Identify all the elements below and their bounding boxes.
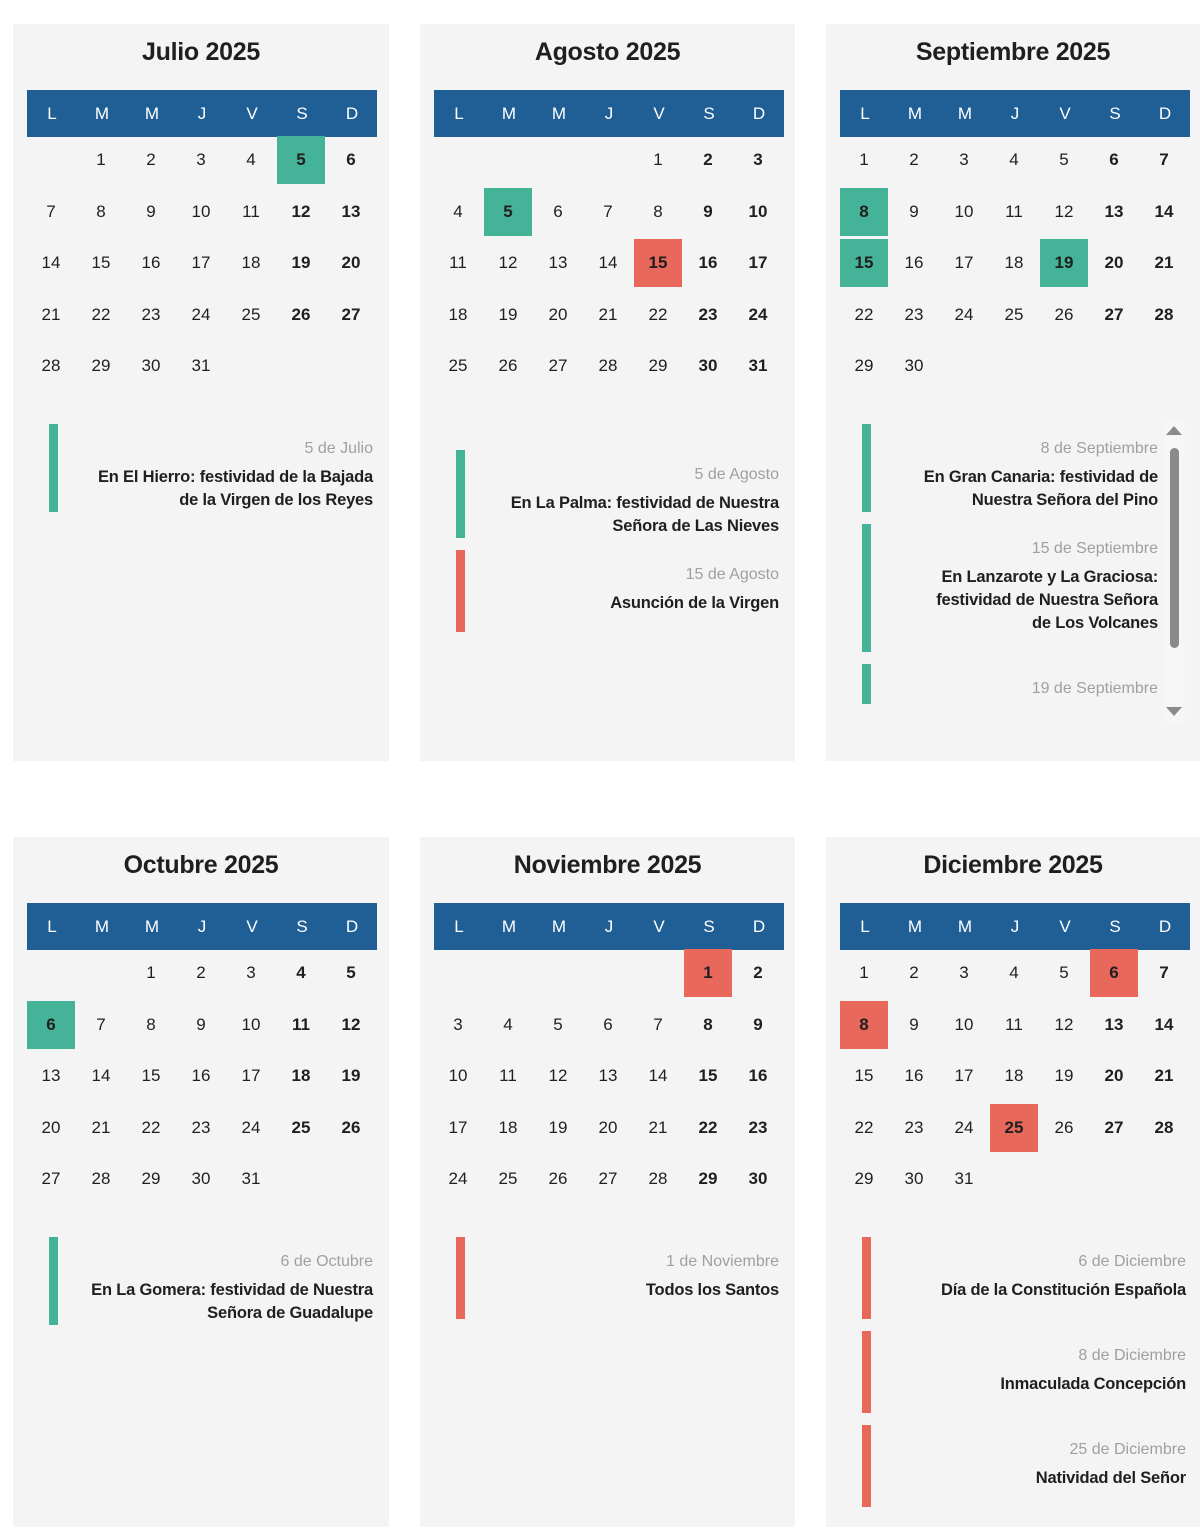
calendar-day[interactable]: 27 xyxy=(341,304,361,324)
event-name: En La Palma: festividad de Nuestra Señora de Las Nieves xyxy=(510,494,779,535)
calendar-day[interactable]: 26 xyxy=(498,356,518,375)
holiday-event xyxy=(420,450,795,538)
calendar-day[interactable]: 15 xyxy=(91,253,111,272)
calendar-day[interactable]: 22 xyxy=(854,1117,874,1137)
weekday-label: D xyxy=(752,917,766,936)
calendar-day[interactable]: 21 xyxy=(598,304,618,324)
calendar-day[interactable]: 15 xyxy=(141,1066,161,1085)
calendar-day[interactable]: 9 xyxy=(146,201,156,221)
calendar-day[interactable]: 29 xyxy=(854,356,874,375)
scroll-down-arrow-icon[interactable] xyxy=(1166,707,1182,716)
weekday-label: V xyxy=(246,917,258,936)
calendar-day[interactable]: 9 xyxy=(909,1014,919,1034)
calendar-day[interactable]: 20 xyxy=(1104,253,1124,272)
calendar-day[interactable]: 21 xyxy=(91,1117,111,1137)
calendar-day[interactable]: 27 xyxy=(1104,304,1124,324)
month-card-agosto xyxy=(420,24,795,761)
event-color-bar xyxy=(456,450,465,538)
calendar-day[interactable]: 7 xyxy=(46,201,56,221)
event-name: En Gran Canaria: festividad de Nuestra Señora del Pino xyxy=(923,468,1158,509)
calendar-day[interactable]: 17 xyxy=(191,253,211,272)
month-card-noviembre xyxy=(420,837,795,1527)
calendar-day[interactable]: 28 xyxy=(1154,304,1174,324)
calendar-day[interactable]: 12 xyxy=(1054,1014,1074,1034)
event-color-bar xyxy=(862,1331,871,1413)
calendar-day[interactable]: 3 xyxy=(959,963,969,982)
weekday-header xyxy=(434,903,784,950)
weekday-label: V xyxy=(653,104,665,123)
calendar-day[interactable]: 30 xyxy=(191,1169,211,1188)
calendar-day[interactable]: 18 xyxy=(448,304,468,324)
calendar-day[interactable]: 10 xyxy=(448,1066,468,1085)
event-name: Asunción de la Virgen xyxy=(610,594,779,612)
calendar-day[interactable]: 22 xyxy=(698,1117,718,1137)
weekday-label: L xyxy=(454,917,464,936)
calendar-day[interactable]: 20 xyxy=(1104,1066,1124,1085)
calendar-day[interactable]: 16 xyxy=(904,253,924,272)
calendar-day[interactable]: 30 xyxy=(904,356,924,375)
weekday-header xyxy=(27,90,377,137)
calendar-day[interactable]: 19 xyxy=(548,1117,568,1137)
weekday-label: V xyxy=(1059,104,1071,123)
calendar-day[interactable]: 29 xyxy=(698,1169,718,1188)
calendar-day[interactable]: 5 xyxy=(346,963,356,982)
weekday-label: M xyxy=(94,104,110,123)
holiday-event xyxy=(13,424,389,512)
event-color-bar xyxy=(456,1237,465,1319)
calendar-day[interactable]: 11 xyxy=(449,253,467,272)
calendar-day[interactable]: 20 xyxy=(41,1117,61,1137)
weekday-label: D xyxy=(1158,917,1172,936)
event-color-bar xyxy=(862,424,871,512)
calendar-day[interactable]: 13 xyxy=(341,201,361,221)
calendar-day[interactable]: 5 xyxy=(553,1014,563,1034)
weekday-label: D xyxy=(752,104,766,123)
calendar-day[interactable]: 20 xyxy=(341,253,361,272)
calendar-day[interactable]: 16 xyxy=(748,1066,768,1085)
calendar-day[interactable]: 30 xyxy=(904,1169,924,1188)
month-title: Septiembre 2025 xyxy=(915,38,1111,66)
calendar-day[interactable]: 18 xyxy=(291,1066,311,1085)
event-color-bar xyxy=(862,1425,871,1507)
weekday-label: M xyxy=(144,917,160,936)
event-name: Todos los Santos xyxy=(645,1281,779,1299)
weekday-label: L xyxy=(47,104,57,123)
event-color-bar xyxy=(49,1237,58,1325)
weekday-label: S xyxy=(703,104,715,123)
event-name: En La Gomera: festividad de Nuestra Señora de Guadalupe xyxy=(91,1281,373,1322)
calendar-day-holiday[interactable]: 8 xyxy=(840,1001,888,1049)
calendar-day[interactable]: 15 xyxy=(698,1066,718,1085)
calendar-day[interactable]: 27 xyxy=(41,1169,61,1188)
holiday-event xyxy=(826,1425,1200,1507)
calendar-day[interactable]: 23 xyxy=(698,304,718,324)
calendar-day[interactable]: 21 xyxy=(648,1117,668,1137)
calendar-day[interactable]: 29 xyxy=(91,356,111,375)
weekday-header xyxy=(27,903,377,950)
calendar-day[interactable]: 6 xyxy=(1109,150,1119,169)
event-date: 25 de Diciembre xyxy=(1069,1441,1186,1458)
event-name: En Lanzarote y La Graciosa: festividad de Nuestra Señora de Los Volcanes xyxy=(936,568,1158,632)
calendar-day[interactable]: 28 xyxy=(41,356,61,375)
calendar-day[interactable]: 14 xyxy=(1154,1014,1174,1034)
weekday-label: V xyxy=(246,104,258,123)
calendar-day[interactable]: 7 xyxy=(1159,963,1169,982)
calendar-day[interactable]: 8 xyxy=(146,1014,156,1034)
calendar-day[interactable]: 30 xyxy=(748,1169,768,1188)
holiday-event xyxy=(826,1331,1200,1413)
calendar-day[interactable]: 9 xyxy=(909,201,919,221)
calendar-day[interactable]: 21 xyxy=(41,304,61,324)
event-color-bar xyxy=(862,1237,871,1319)
calendar-day[interactable]: 2 xyxy=(703,150,713,169)
calendar-day[interactable]: 28 xyxy=(91,1169,111,1188)
calendar-day[interactable]: 2 xyxy=(909,150,919,169)
calendar-day[interactable]: 10 xyxy=(748,201,768,221)
calendar-day[interactable]: 9 xyxy=(703,201,713,221)
calendar-day[interactable]: 12 xyxy=(341,1014,361,1034)
calendar-day[interactable]: 24 xyxy=(241,1117,261,1137)
calendar-day[interactable]: 26 xyxy=(1054,304,1074,324)
calendar-day[interactable]: 12 xyxy=(291,201,311,221)
calendar-day[interactable]: 5 xyxy=(1059,150,1069,169)
calendar-day[interactable]: 11 xyxy=(242,201,260,221)
calendar-day[interactable]: 24 xyxy=(448,1169,468,1188)
event-date: 8 de Diciembre xyxy=(1078,1347,1186,1364)
weekday-label: S xyxy=(296,104,308,123)
calendar-day[interactable]: 29 xyxy=(648,356,668,375)
calendar-day[interactable]: 26 xyxy=(1054,1117,1074,1137)
calendar-day[interactable]: 8 xyxy=(653,201,663,221)
weekday-label: S xyxy=(296,917,308,936)
calendar-day-holiday[interactable]: 6 xyxy=(1090,949,1138,997)
calendar-day[interactable]: 27 xyxy=(598,1169,618,1188)
calendar-day[interactable]: 31 xyxy=(954,1169,974,1188)
month-card-octubre xyxy=(13,837,389,1527)
calendar-day[interactable]: 18 xyxy=(498,1117,518,1137)
month-title: Julio 2025 xyxy=(142,38,260,66)
weekday-label: L xyxy=(860,917,870,936)
calendar-day[interactable]: 11 xyxy=(499,1066,517,1085)
weekday-label: D xyxy=(345,917,359,936)
calendar-day[interactable]: 3 xyxy=(959,150,969,169)
weekday-label: S xyxy=(703,917,715,936)
scrollbar-thumb[interactable] xyxy=(1170,448,1179,648)
weekday-label: D xyxy=(345,104,359,123)
holiday-event-list xyxy=(420,1237,795,1517)
calendar-day[interactable]: 30 xyxy=(141,356,161,375)
calendar-day-holiday[interactable]: 8 xyxy=(840,188,888,236)
weekday-label: M xyxy=(907,917,923,936)
calendar-day[interactable]: 19 xyxy=(341,1066,361,1085)
calendar-day[interactable]: 22 xyxy=(854,304,874,324)
calendar-day[interactable]: 27 xyxy=(548,356,568,375)
calendar-day[interactable]: 24 xyxy=(191,304,211,324)
calendar-day[interactable]: 12 xyxy=(1054,201,1074,221)
calendar-day[interactable]: 7 xyxy=(653,1014,663,1034)
event-date: 19 de Septiembre xyxy=(1031,680,1158,697)
calendar-day[interactable]: 14 xyxy=(1154,201,1174,221)
calendar-day[interactable]: 25 xyxy=(291,1117,311,1137)
calendar-day[interactable]: 10 xyxy=(191,201,211,221)
calendar-day[interactable]: 21 xyxy=(1154,1066,1174,1085)
holiday-event-list xyxy=(420,424,795,751)
calendar-day[interactable]: 16 xyxy=(904,1066,924,1085)
weekday-label: J xyxy=(1010,917,1020,936)
holiday-event xyxy=(826,664,1200,704)
event-date: 5 de Agosto xyxy=(694,466,779,483)
weekday-label: L xyxy=(860,104,870,123)
calendar-day-holiday[interactable]: 15 xyxy=(840,239,888,287)
weekday-label: J xyxy=(197,917,207,936)
holiday-event-list[interactable] xyxy=(826,424,1200,723)
calendar-day[interactable]: 17 xyxy=(241,1066,261,1085)
calendar-day[interactable]: 3 xyxy=(196,150,206,169)
month-card-diciembre xyxy=(826,837,1200,1527)
calendar-day[interactable]: 15 xyxy=(854,1066,874,1085)
weekday-label: J xyxy=(604,104,614,123)
calendar-day-holiday[interactable]: 6 xyxy=(27,1001,75,1049)
holiday-event-list xyxy=(13,1237,389,1517)
weekday-label: M xyxy=(907,104,923,123)
holiday-event xyxy=(826,524,1200,652)
calendar-day[interactable]: 30 xyxy=(698,356,718,375)
event-date: 15 de Agosto xyxy=(685,566,779,583)
calendar-day[interactable]: 1 xyxy=(653,150,663,169)
event-date: 6 de Diciembre xyxy=(1078,1253,1186,1270)
event-date: 6 de Octubre xyxy=(280,1253,373,1270)
calendar-day[interactable]: 4 xyxy=(503,1014,513,1034)
holiday-event xyxy=(13,1237,389,1325)
weekday-label: L xyxy=(454,104,464,123)
month-title: Agosto 2025 xyxy=(534,38,681,66)
calendar-day[interactable]: 4 xyxy=(1009,150,1019,169)
weekday-label: M xyxy=(957,104,973,123)
month-title: Noviembre 2025 xyxy=(513,851,702,879)
event-date: 1 de Noviembre xyxy=(666,1253,779,1270)
calendar-day[interactable]: 10 xyxy=(241,1014,261,1034)
calendar-day[interactable]: 31 xyxy=(748,356,768,375)
scroll-up-arrow-icon[interactable] xyxy=(1166,426,1182,435)
calendar-day[interactable]: 2 xyxy=(753,963,763,982)
calendar-day[interactable]: 16 xyxy=(191,1066,211,1085)
calendar-day[interactable]: 20 xyxy=(548,304,568,324)
calendar-day[interactable]: 12 xyxy=(548,1066,568,1085)
month-title: Octubre 2025 xyxy=(123,851,279,879)
event-name: Inmaculada Concepción xyxy=(1000,1375,1186,1393)
weekday-label: M xyxy=(957,917,973,936)
calendar-day[interactable]: 31 xyxy=(191,356,211,375)
calendar-day[interactable]: 6 xyxy=(603,1014,613,1034)
weekday-label: D xyxy=(1158,104,1172,123)
holiday-event-list xyxy=(13,424,389,751)
weekday-label: M xyxy=(501,917,517,936)
weekday-label: J xyxy=(1010,104,1020,123)
weekday-header xyxy=(840,90,1190,137)
calendar-day[interactable]: 25 xyxy=(498,1169,518,1188)
calendar-day[interactable]: 25 xyxy=(1004,304,1024,324)
calendar-day[interactable]: 19 xyxy=(1054,1066,1074,1085)
calendar-day[interactable]: 27 xyxy=(1104,1117,1124,1137)
calendar-day[interactable]: 1 xyxy=(146,963,156,982)
scrollbar[interactable] xyxy=(1163,420,1185,722)
holiday-event xyxy=(420,1237,795,1319)
calendar-day[interactable]: 3 xyxy=(753,150,763,169)
calendar-day[interactable]: 8 xyxy=(96,201,106,221)
calendar-day[interactable]: 23 xyxy=(904,304,924,324)
calendar-day[interactable]: 14 xyxy=(41,253,61,272)
calendar-day[interactable]: 28 xyxy=(598,356,618,375)
weekday-label: M xyxy=(94,917,110,936)
calendar-day[interactable]: 6 xyxy=(346,150,356,169)
event-color-bar xyxy=(862,664,871,704)
event-date: 15 de Septiembre xyxy=(1031,540,1158,557)
calendar-day[interactable]: 9 xyxy=(196,1014,206,1034)
calendar-day[interactable]: 23 xyxy=(748,1117,768,1137)
calendar-day[interactable]: 17 xyxy=(448,1117,468,1137)
calendar-day[interactable]: 6 xyxy=(553,201,563,221)
calendar-day[interactable]: 11 xyxy=(292,1014,310,1034)
event-name: Día de la Constitución Española xyxy=(940,1281,1186,1299)
calendar-day[interactable]: 29 xyxy=(854,1169,874,1188)
calendar-day[interactable]: 26 xyxy=(291,304,311,324)
calendar-day[interactable]: 24 xyxy=(954,304,974,324)
holiday-event xyxy=(826,424,1200,512)
calendar-day[interactable]: 4 xyxy=(246,150,256,169)
calendar-day[interactable]: 3 xyxy=(246,963,256,982)
weekday-label: J xyxy=(197,104,207,123)
calendar-day[interactable]: 18 xyxy=(1004,1066,1024,1085)
calendar-day[interactable]: 2 xyxy=(196,963,206,982)
event-color-bar xyxy=(862,524,871,652)
calendar-day[interactable]: 13 xyxy=(1104,1014,1124,1034)
calendar-day[interactable]: 7 xyxy=(1159,150,1169,169)
weekday-label: S xyxy=(1109,917,1121,936)
calendar-day[interactable]: 13 xyxy=(548,253,568,272)
calendar-day[interactable]: 16 xyxy=(698,253,718,272)
calendar-day[interactable]: 23 xyxy=(141,304,161,324)
calendar-day[interactable]: 23 xyxy=(191,1117,211,1137)
month-title: Diciembre 2025 xyxy=(923,851,1103,879)
calendar-day[interactable]: 25 xyxy=(241,304,261,324)
calendar-day[interactable]: 19 xyxy=(498,304,518,324)
calendar-day[interactable]: 25 xyxy=(448,356,468,375)
month-card-julio xyxy=(13,24,389,761)
calendar-day-holiday[interactable]: 15 xyxy=(634,239,682,287)
weekday-label: M xyxy=(551,104,567,123)
calendar-day[interactable]: 26 xyxy=(341,1117,361,1137)
calendar-day[interactable]: 22 xyxy=(141,1117,161,1137)
weekday-label: V xyxy=(1059,917,1071,936)
calendar-day[interactable]: 23 xyxy=(904,1117,924,1137)
calendar-day[interactable]: 24 xyxy=(954,1117,974,1137)
event-color-bar xyxy=(456,550,465,632)
event-date: 5 de Julio xyxy=(304,440,373,457)
weekday-label: M xyxy=(501,104,517,123)
calendar-day[interactable]: 1 xyxy=(859,150,869,169)
calendar-day[interactable]: 9 xyxy=(753,1014,763,1034)
weekday-label: L xyxy=(47,917,57,936)
calendar-day[interactable]: 31 xyxy=(241,1169,261,1188)
calendar-day[interactable]: 10 xyxy=(954,201,974,221)
calendar-day[interactable]: 3 xyxy=(453,1014,463,1034)
event-name: En El Hierro: festividad de la Bajada de la Virgen de los Reyes xyxy=(97,468,373,509)
calendar-day[interactable]: 18 xyxy=(1004,253,1024,272)
calendar-day[interactable]: 1 xyxy=(859,963,869,982)
calendar-day[interactable]: 2 xyxy=(909,963,919,982)
event-color-bar xyxy=(49,424,58,512)
calendar-day[interactable]: 29 xyxy=(141,1169,161,1188)
calendar-day[interactable]: 8 xyxy=(703,1014,713,1034)
calendar-day[interactable]: 28 xyxy=(648,1169,668,1188)
calendar-day[interactable]: 22 xyxy=(648,304,668,324)
calendar-day[interactable]: 10 xyxy=(954,1014,974,1034)
month-card-septiembre xyxy=(826,24,1200,761)
calendar-day[interactable]: 4 xyxy=(296,963,306,982)
calendar-day-holiday[interactable]: 5 xyxy=(484,188,532,236)
calendar-day[interactable]: 2 xyxy=(146,150,156,169)
calendar-day[interactable]: 17 xyxy=(748,253,768,272)
calendar-day[interactable]: 14 xyxy=(598,253,618,272)
weekday-label: M xyxy=(144,104,160,123)
holiday-event-list xyxy=(826,1237,1200,1517)
calendar-day[interactable]: 4 xyxy=(1009,963,1019,982)
calendar-day[interactable]: 28 xyxy=(1154,1117,1174,1137)
calendar-day[interactable]: 12 xyxy=(498,253,518,272)
calendar-day[interactable]: 26 xyxy=(548,1169,568,1188)
holiday-event xyxy=(420,550,795,632)
calendar-day[interactable]: 18 xyxy=(241,253,261,272)
calendar-day[interactable]: 20 xyxy=(598,1117,618,1137)
weekday-label: J xyxy=(604,917,614,936)
calendar-day[interactable]: 17 xyxy=(954,1066,974,1085)
calendar-day[interactable]: 1 xyxy=(96,150,106,169)
holiday-event xyxy=(826,1237,1200,1319)
calendar-day[interactable]: 7 xyxy=(96,1014,106,1034)
calendar-day[interactable]: 24 xyxy=(748,304,768,324)
calendar-day-holiday[interactable]: 19 xyxy=(1040,239,1088,287)
calendar-day[interactable]: 14 xyxy=(91,1066,111,1085)
calendar-day[interactable]: 17 xyxy=(954,253,974,272)
event-name: Natividad del Señor xyxy=(1035,1469,1186,1487)
calendar-day[interactable]: 11 xyxy=(1005,1014,1023,1034)
calendar-day-holiday[interactable]: 5 xyxy=(277,136,325,184)
calendar-day[interactable]: 11 xyxy=(1005,201,1023,221)
calendar-day[interactable]: 14 xyxy=(648,1066,668,1085)
calendar-day[interactable]: 13 xyxy=(41,1066,61,1085)
event-date: 8 de Septiembre xyxy=(1040,440,1158,457)
weekday-label: V xyxy=(653,917,665,936)
calendar-day-holiday[interactable]: 25 xyxy=(990,1104,1038,1152)
calendar-day[interactable]: 13 xyxy=(598,1066,618,1085)
calendar-day[interactable]: 5 xyxy=(1059,963,1069,982)
calendar-day[interactable]: 4 xyxy=(453,201,463,221)
calendar-day[interactable]: 21 xyxy=(1154,253,1174,272)
calendar-day[interactable]: 13 xyxy=(1104,201,1124,221)
calendar-day-holiday[interactable]: 1 xyxy=(684,949,732,997)
weekday-header xyxy=(434,90,784,137)
calendar-day[interactable]: 16 xyxy=(141,253,161,272)
weekday-label: S xyxy=(1109,104,1121,123)
calendar-day[interactable]: 7 xyxy=(603,201,613,221)
weekday-header xyxy=(840,903,1190,950)
weekday-label: M xyxy=(551,917,567,936)
calendar-day[interactable]: 22 xyxy=(91,304,111,324)
calendar-day[interactable]: 19 xyxy=(291,253,311,272)
